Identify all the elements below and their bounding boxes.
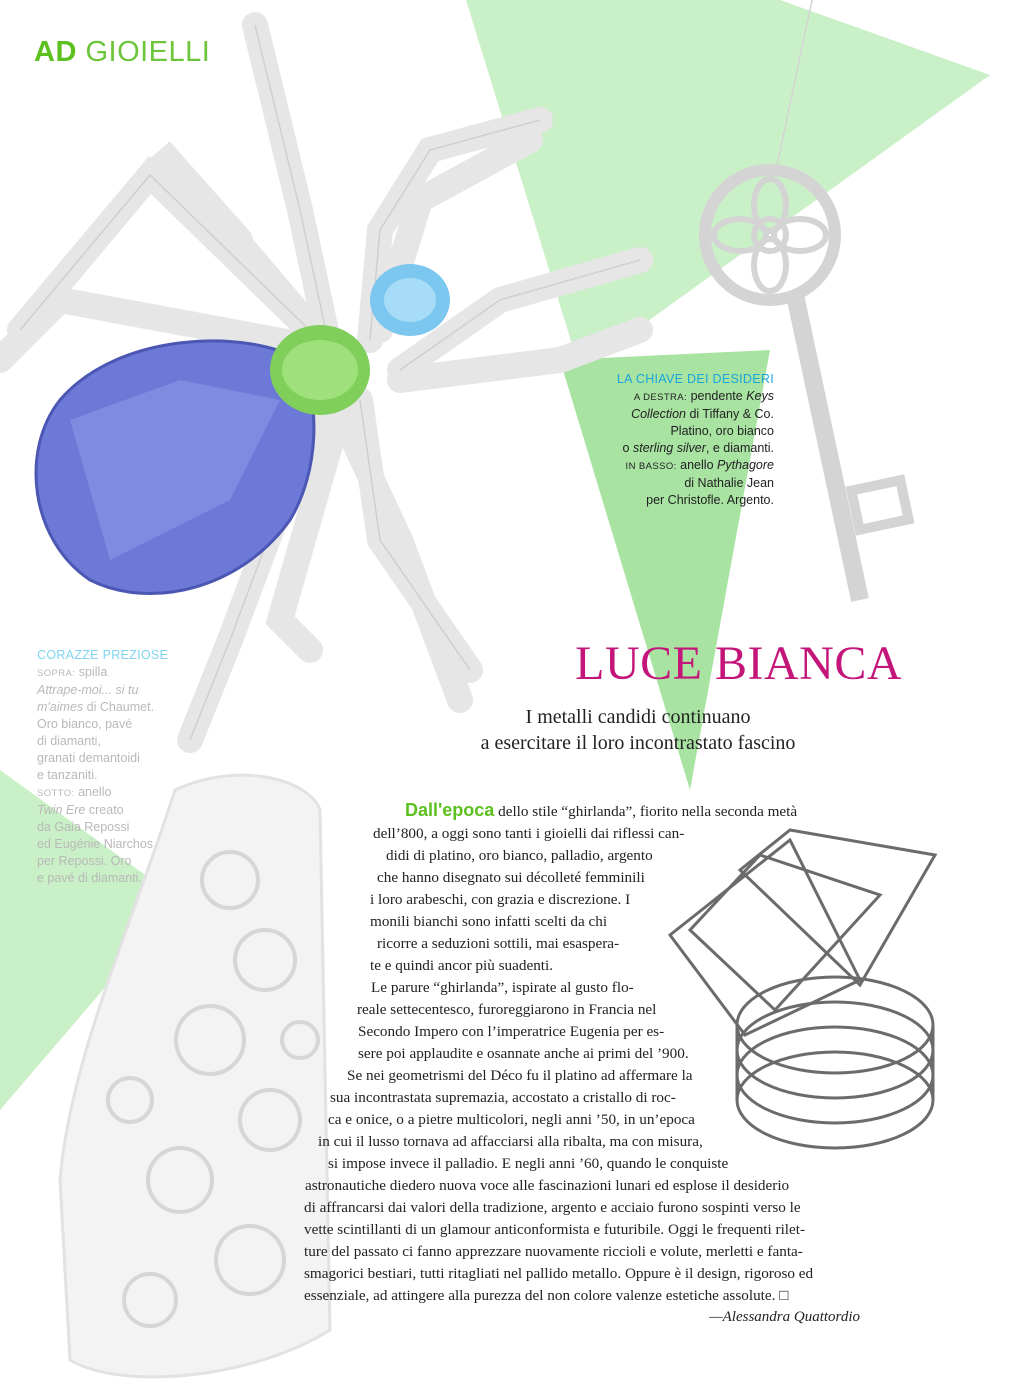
body-line-7: ricorre a seduzioni sottili, mai esaspera-	[377, 935, 620, 952]
body-line-12: sere poi applaudite e osannate anche ai primi del ’900.	[358, 1045, 689, 1062]
article-subtitle: I metalli candidi continuano a esercitare il loro incontrastato fascino	[480, 706, 796, 754]
body-line-13: Se nei geometrismi del Déco fu il platino ad affermare la	[347, 1067, 693, 1084]
author-signature: —Alessandra Quattordio	[709, 1309, 860, 1325]
body-line-21: ture del passato ci fanno apprezzare nuovamente riccioli e volute, merletti e fanta-	[304, 1243, 803, 1260]
body-line-9: Le parure “ghirlanda”, ispirate al gusto flo-	[371, 979, 634, 996]
stacked-ring-illustration	[670, 830, 935, 1148]
body-line-8: te e quindi ancor più suadenti.	[370, 957, 554, 974]
body-line-3: didi di platino, oro bianco, palladio, argento	[386, 847, 653, 864]
body-line-1: Dall'epoca dello stile “ghirlanda”, fiorito nella seconda metà	[405, 800, 798, 820]
body-line-23: essenziale, ad attingere alla purezza del non colore valenze estetiche assolute. □	[304, 1287, 789, 1304]
body-line-15: ca e onice, o a pietre multicolori, negli anni ’50, in un’epoca	[328, 1111, 695, 1128]
body-line-19: di affrancarsi dai valori della tradizione, argento e acciaio furono sospinti verso le	[304, 1199, 801, 1216]
dropcap: Dall'epoca	[405, 800, 495, 820]
article-title: LUCE BIANCA	[575, 637, 902, 690]
body-line-16: in cui il lusso tornava ad affacciarsi alla ribalta, ma con misura,	[318, 1133, 703, 1150]
body-line-20: vette scintillanti di un glamour anticonformista e futuribile. Oggi le frequenti rilet-	[304, 1221, 806, 1238]
section-label-bold: AD	[34, 36, 77, 68]
spider-brooch-illustration	[0, 25, 640, 740]
body-line-11: Secondo Impero con l’imperatrice Eugenia per es-	[358, 1023, 665, 1040]
body-line-18: astronautiche diedero nuova voce alle fascinazioni lunari ed esplose il desiderio	[305, 1177, 790, 1194]
body-line-10: reale settecentesco, furoreggiarono in Francia nel	[357, 1001, 657, 1018]
body-line-2: dell’800, a oggi sono tanti i gioielli dai riflessi can-	[373, 825, 685, 842]
body-line-14: sua incontrastata supremazia, accostato a cristallo di roc-	[330, 1089, 676, 1106]
body-line-4: che hanno disegnato sui décolleté femminili	[377, 869, 645, 886]
body-line-22: smagorici bestiari, tutti ritagliati nel pallido metallo. Oppure è il design, rigoroso ed	[304, 1265, 814, 1282]
section-header	[34, 36, 210, 69]
caption-right-heading: LA CHIAVE DEI DESIDERI	[616, 372, 774, 386]
caption-left: CORAZZE PREZIOSE SOPRA: spilla Attrape-moi... si tu m'aimes di Chaumet. Oro bianco, pavé di diamanti, granati demantoidi e tanzaniti. SOTTO: anello Twin Ere creato da Gaia Repossi ed Eugénie Niarchos per Repossi. Oro e pavé di diamanti.	[37, 647, 187, 887]
body-line-5: i loro arabeschi, con grazia e discrezione. I	[370, 891, 631, 908]
caption-left-heading: CORAZZE PREZIOSE	[37, 648, 169, 662]
body-line-17: si impose invece il palladio. E negli anni ’60, quando le conquiste	[328, 1155, 729, 1172]
caption-right: LA CHIAVE DEI DESIDERI A DESTRA: pendente Keys Collection di Tiffany & Co. Platino, oro bianco o sterling silver, e diamanti. IN BASSO: anello Pythagore di Nathalie Jean per Christofle. Argento.	[560, 371, 774, 509]
section-label-light: GIOIELLI	[85, 36, 211, 68]
body-line-6: monili bianchi sono infatti scelti da chi	[370, 913, 608, 930]
